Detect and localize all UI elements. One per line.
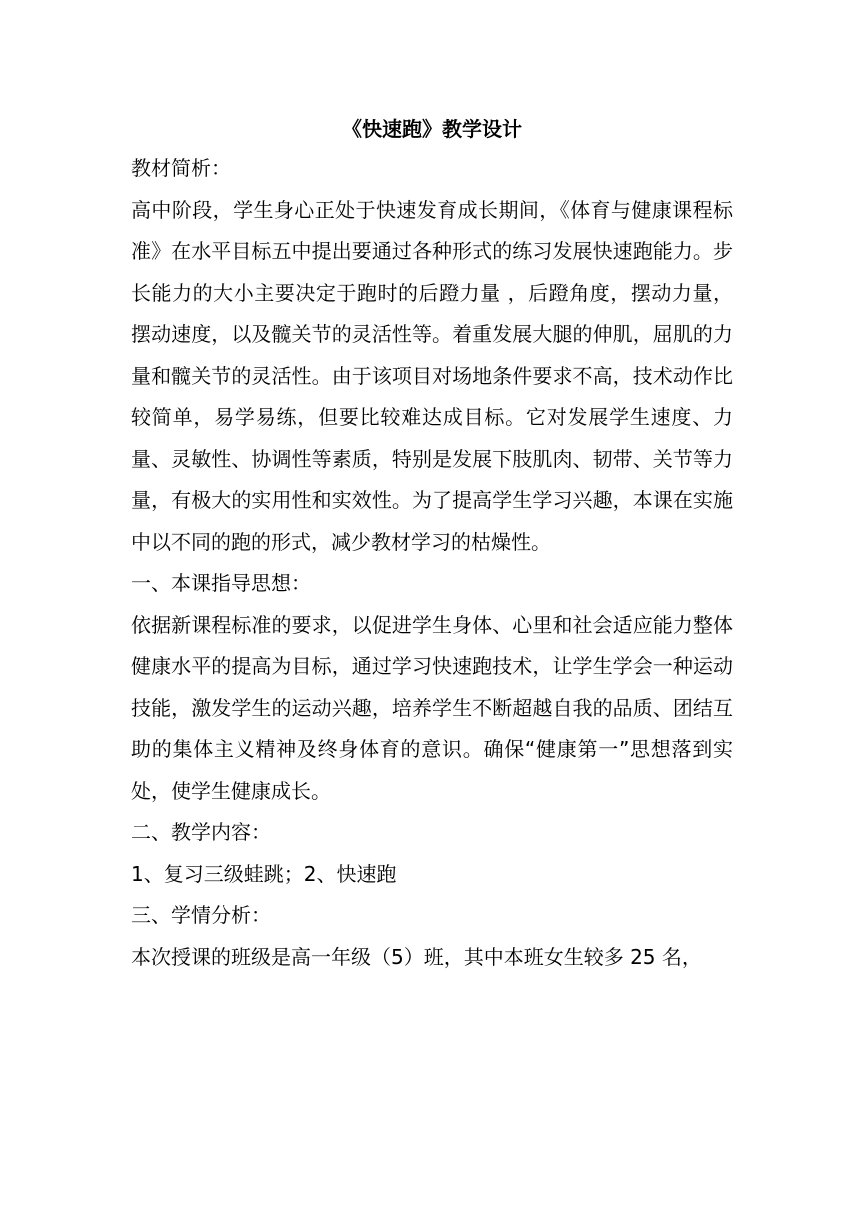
section-heading-textbook-analysis: 教材简析：	[131, 156, 231, 180]
section-heading-guiding-idea: 一、本课指导思想：	[131, 571, 311, 595]
document-content	[131, 110, 733, 978]
section-heading-student-analysis: 三、学情分析：	[131, 903, 271, 927]
paragraph-student-analysis: 本次授课的班级是高一年级（5）班，其中本班女生较多 25 名，	[131, 944, 702, 969]
paragraph-textbook-analysis: 高中阶段，学生身心正处于快速发育成长期间，《体育与健康课程标准》在水平目标五中提出要通过各种形式的练习发展快速跑能力。步长能力的大小主要决定于跑时的后蹬力量 ，后蹬角度，摆动力量，摆动速度，以及髋关节的灵活性等。着重发展大腿的伸肌，屈肌的力量和髋关节的灵活性。由于该项目对场地条件要求不高，技术动作比较简单，易学易练，但要比较难达成目标。它对发展学生速度、力量、灵敏性、协调性等素质，特别是发展下肢肌肉、韧带、关节等力量，有极大的实用性和实效性。为了提高学生学习兴趣，本课在实施中以不同的跑的形式，减少教材学习的枯燥性。	[131, 197, 733, 554]
section-heading-teaching-content: 二、教学内容：	[131, 820, 271, 844]
paragraph-teaching-content: 1、复习三级蛙跳；2、快速跑	[131, 861, 397, 886]
paragraph-guiding-idea: 依据新课程标准的要求，以促进学生身体、心里和社会适应能力整体健康水平的提高为目标，通过学习快速跑技术，让学生学会一种运动技能，激发学生的运动兴趣，培养学生不断超越自我的品质、团结互助的集体主义精神及终身体育的意识。确保“健康第一”思想落到实处，使学生健康成长。	[131, 612, 733, 803]
document-title: 《快速跑》教学设计	[342, 117, 522, 141]
